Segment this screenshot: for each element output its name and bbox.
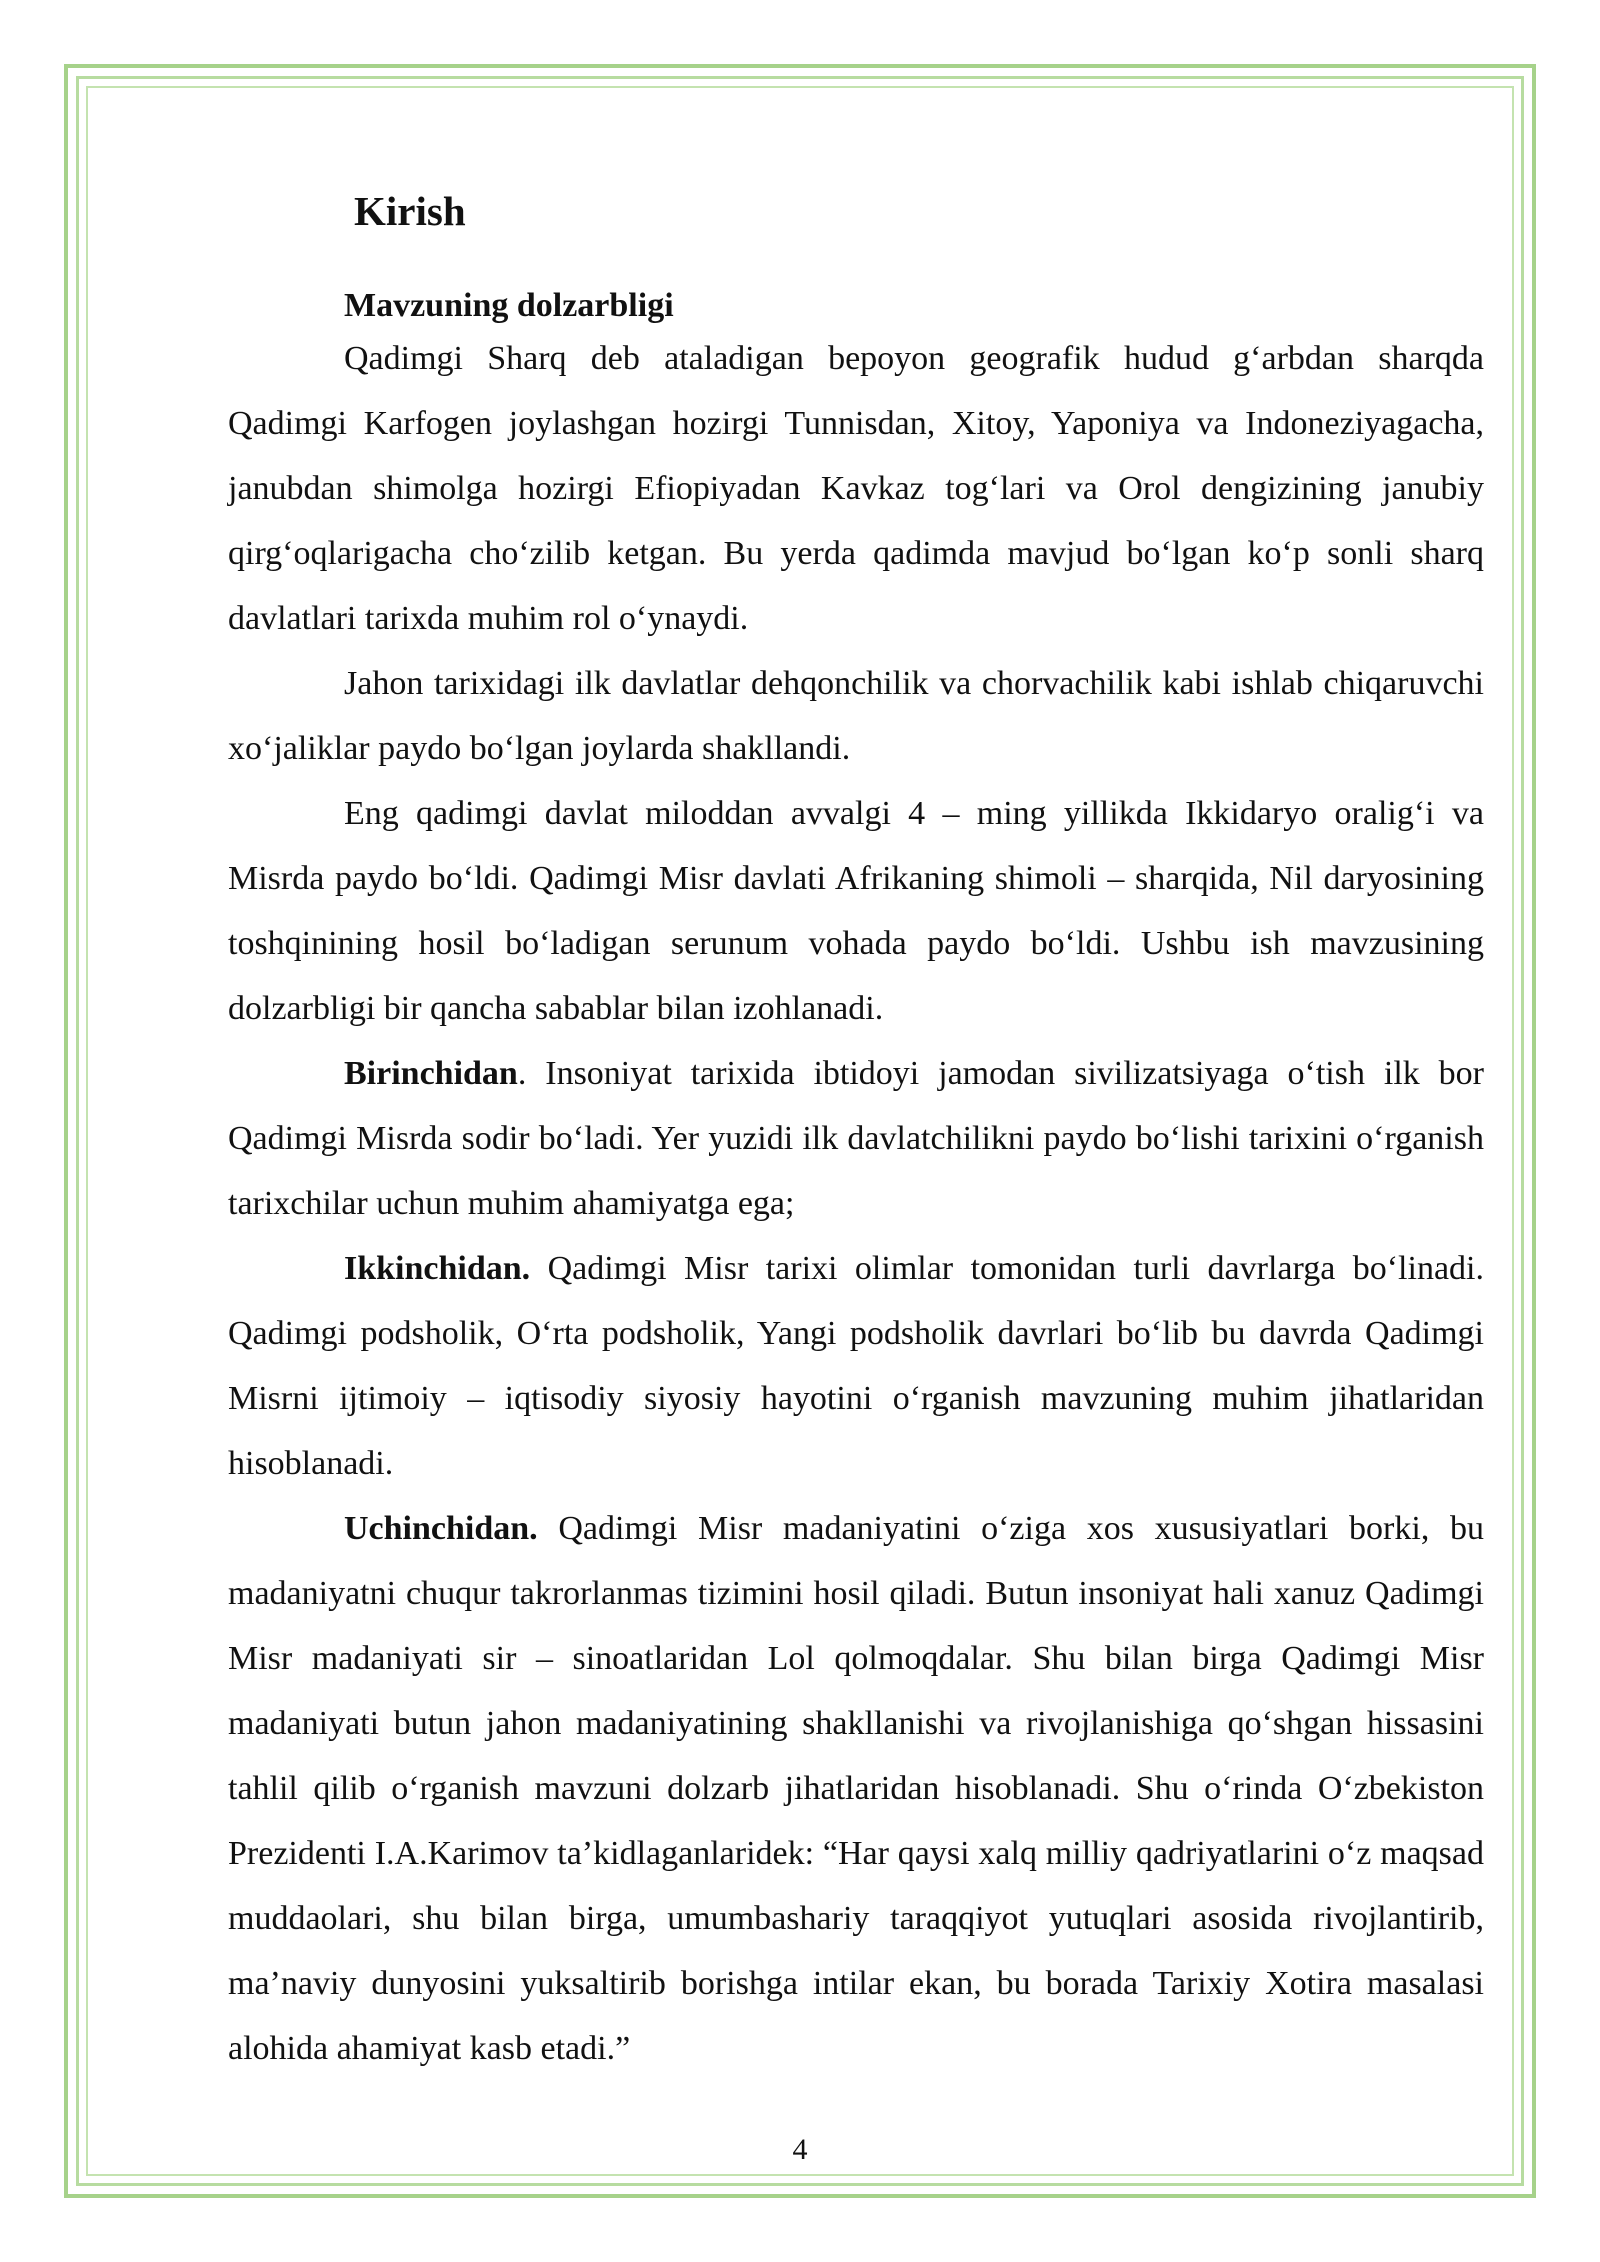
- paragraph-3: [228, 781, 1484, 1041]
- section-heading: Mavzuning dolzarbligi: [344, 287, 674, 324]
- paragraph-5-lead: Ikkinchidan.: [344, 1250, 531, 1287]
- paragraph-1: [228, 326, 1484, 651]
- paragraph-1-text: Qadimgi Sharq deb ataladigan bepoyon geografik hudud g‘arbdan sharqda Qadimgi Karfogen joylashgan hozirgi Tunnisdan, Xitoy, Yaponiya va Indoneziyagacha, janubdan shimolga hozirgi Efiopiyadan Kavkaz tog‘lari va Orol dengizining janubiy qirg‘oqlarigacha cho‘zilib ketgan. Bu yerda qadimda mavjud bo‘lgan ko‘p sonli sharq davlatlari tarixda muhim rol o‘ynaydi.: [228, 340, 1484, 637]
- paragraph-6: [228, 1496, 1484, 2081]
- paragraph-5-text: Qadimgi Misr tarixi olimlar tomonidan turli davrlarga bo‘linadi. Qadimgi podsholik, O‘rta podsholik, Yangi podsholik davrlari bo‘lib bu davrda Qadimgi Misrni ijtimoiy – iqtisodiy siyosiy hayotini o‘rganish mavzuning muhim jihatlaridan hisoblanadi.: [228, 1250, 1484, 1482]
- document-body: [228, 186, 1484, 2081]
- paragraph-2: [228, 651, 1484, 781]
- paragraph-4: [228, 1041, 1484, 1236]
- page-number: 4: [792, 2133, 808, 2166]
- paragraph-6-lead: Uchinchidan.: [344, 1510, 538, 1547]
- paragraph-4-lead: Birinchidan: [344, 1055, 518, 1092]
- paragraph-3-text: Eng qadimgi davlat miloddan avvalgi 4 – ming yillikda Ikkidaryo oralig‘i va Misrda paydo bo‘ldi. Qadimgi Misr davlati Afrikaning shimoli – sharqida, Nil daryosining toshqinining hosil bo‘ladigan serunum vohada paydo bo‘ldi. Ushbu ish mavzusining dolzarbligi bir qancha sabablar bilan izohlanadi.: [228, 795, 1484, 1027]
- paragraph-5: [228, 1236, 1484, 1496]
- paragraph-2-text: Jahon tarixidagi ilk davlatlar dehqonchilik va chorvachilik kabi ishlab chiqaruvchi xo‘jaliklar paydo bo‘lgan joylarda shakllandi.: [228, 665, 1484, 767]
- page-title: Kirish: [354, 188, 466, 234]
- paragraph-4-text: . Insoniyat tarixida ibtidoyi jamodan sivilizatsiyaga o‘tish ilk bor Qadimgi Misrda sodir bo‘ladi. Yer yuzidi ilk davlatchilikni paydo bo‘lishi tarixini o‘rganish tarixchilar uchun muhim ahamiyatga ega;: [228, 1055, 1484, 1222]
- paragraph-6-text: Qadimgi Misr madaniyatini o‘ziga xos xususiyatlari borki, bu madaniyatni chuqur takrorlanmas tizimini hosil qiladi. Butun insoniyat hali xanuz Qadimgi Misr madaniyati sir – sinoatlaridan Lol qolmoqdalar. Shu bilan birga Qadimgi Misr madaniyati butun jahon madaniyatining shakllanishi va rivojlanishiga qo‘shgan hissasini tahlil qilib o‘rganish mavzuni dolzarb jihatlaridan hisoblanadi. Shu o‘rinda O‘zbekiston Prezidenti I.A.Karimov ta’kidlaganlaridek: “Har qaysi xalq milliy qadriyatlarini o‘z maqsad muddaolari, shu bilan birga, umumbashariy taraqqiyot yutuqlari asosida rivojlantirib, ma’naviy dunyosini yuksaltirib borishga intilar ekan, bu borada Tarixiy Xotira masalasi alohida ahamiyat kasb etadi.”: [228, 1510, 1484, 2067]
